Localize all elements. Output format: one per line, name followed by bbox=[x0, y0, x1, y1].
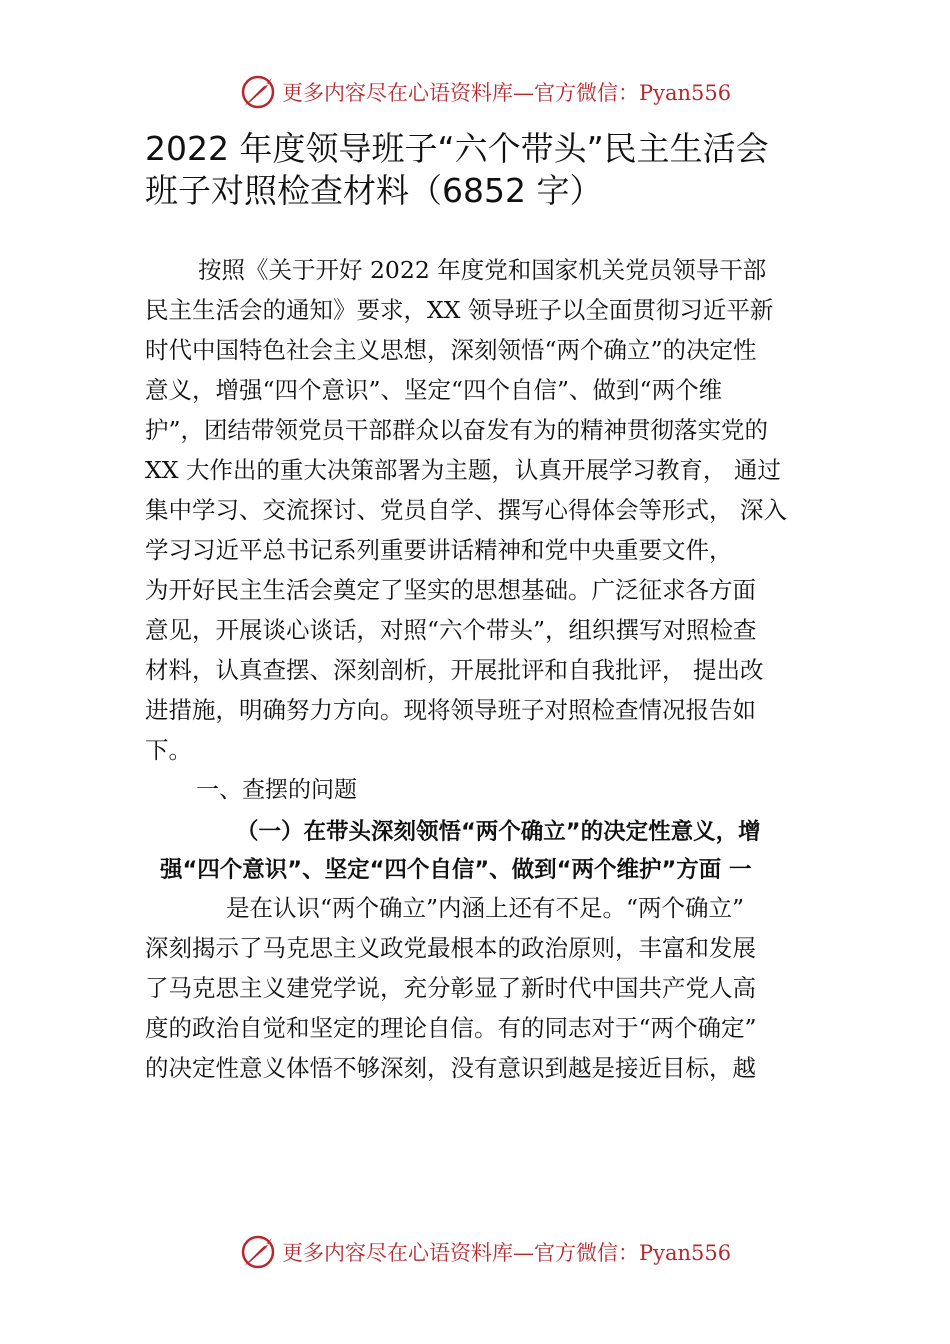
intro-line: 集中学习、交流探讨、党员自学、撰写心得体会等形式， 深入 bbox=[145, 496, 787, 524]
intro-line: 为开好民主生活会奠定了坚实的思想基础。广泛征求各方面 bbox=[145, 576, 756, 604]
paragraph-line: 深刻揭示了马克思主义政党最根本的政治原则，丰富和发展 bbox=[145, 934, 756, 962]
paragraph-line: 是在认识“两个确立”内涵上还有不足。“两个确立” bbox=[226, 894, 745, 922]
intro-line: 时代中国特色社会主义思想，深刻领悟“两个确立”的决定性 bbox=[145, 336, 757, 364]
pen-nib-logo-icon bbox=[238, 1232, 278, 1272]
subsection-heading-line-1: （一）在带头深刻领悟“两个确立”的决定性意义，增 bbox=[236, 819, 761, 845]
header-banner bbox=[238, 72, 731, 112]
title-line-1: 2022 年度领导班子“六个带头”民主生活会 bbox=[145, 129, 769, 168]
intro-line: 下。 bbox=[145, 736, 192, 764]
pen-nib-logo-icon bbox=[238, 72, 278, 112]
paragraph-line: 度的政治自觉和坚定的理论自信。有的同志对于“两个确定” bbox=[145, 1014, 757, 1042]
footer-banner bbox=[238, 1232, 731, 1272]
paragraph-line: 了马克思主义建党学说，充分彰显了新时代中国共产党人高 bbox=[145, 974, 756, 1002]
intro-line: 材料，认真查摆、深刻剖析，开展批评和自我批评， 提出改 bbox=[145, 656, 764, 684]
paragraph-line: 的决定性意义体悟不够深刻，没有意识到越是接近目标，越 bbox=[145, 1054, 756, 1082]
intro-line: 护”，团结带领党员干部群众以奋发有为的精神贯彻落实党的 bbox=[145, 416, 769, 444]
intro-line: 进措施，明确努力方向。现将领导班子对照检查情况报告如 bbox=[145, 696, 756, 724]
intro-line: 学习习近平总书记系列重要讲话精神和党中央重要文件， bbox=[145, 536, 733, 564]
intro-line: 意见，开展谈心谈话，对照“六个带头”，组织撰写对照检查 bbox=[145, 616, 757, 644]
section-heading: 一、查摆的问题 bbox=[196, 777, 357, 803]
intro-line: XX 大作出的重大决策部署为主题，认真开展学习教育， 通过 bbox=[145, 456, 781, 484]
subsection-heading-line-2: 强“四个意识”、坚定“四个自信”、做到“两个维护”方面 一 bbox=[160, 857, 752, 883]
header-banner-text: 更多内容尽在心语资料库—官方微信：Pyan556 bbox=[282, 81, 732, 105]
footer-banner-text: 更多内容尽在心语资料库—官方微信：Pyan556 bbox=[282, 1241, 732, 1265]
page-title bbox=[145, 128, 825, 212]
intro-line: 民主生活会的通知》要求，XX 领导班子以全面贯彻习近平新 bbox=[145, 296, 774, 324]
title-line-2: 班子对照检查材料（6852 字） bbox=[145, 171, 603, 210]
intro-line: 按照《关于开好 2022 年度党和国家机关党员领导干部 bbox=[198, 256, 767, 284]
intro-line: 意义，增强“四个意识”、坚定“四个自信”、做到“两个维 bbox=[145, 376, 723, 404]
